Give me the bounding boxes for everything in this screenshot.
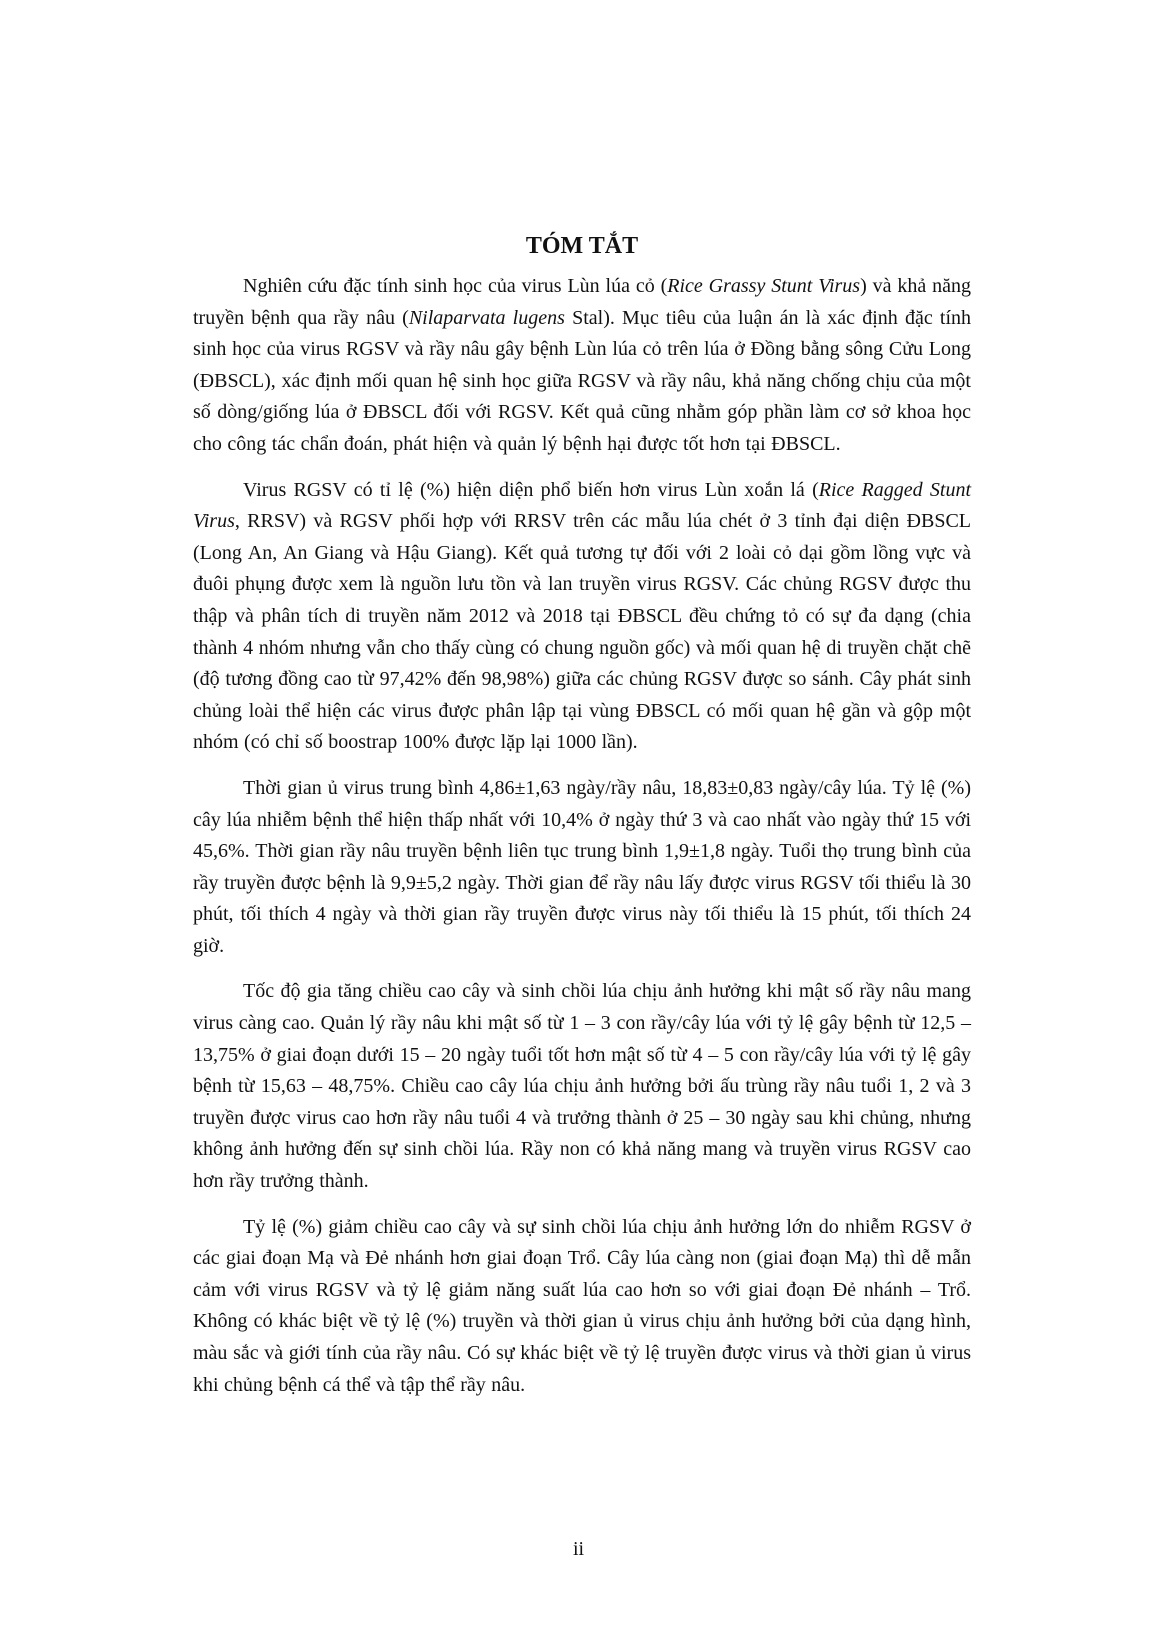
abstract-page — [193, 230, 971, 1415]
paragraph-planthopper-density: Tốc độ gia tăng chiều cao cây và sinh chồi lúa chịu ảnh hưởng khi mật số rầy nâu mang virus càng cao. Quản lý rầy nâu khi mật số từ 1 – 3 con rầy/cây lúa với tỷ lệ gây bệnh từ 12,5 – 13,75% ở giai đoạn dưới 15 – 20 ngày tuổi tốt hơn mật số từ 4 – 5 con rầy/cây lúa với tỷ lệ gây bệnh từ 15,63 – 48,75%. Chiều cao cây lúa chịu ảnh hưởng bởi ấu trùng rầy nâu tuổi 1, 2 và 3 truyền được virus cao hơn rầy nâu tuổi 4 và trưởng thành ở 25 – 30 ngày sau khi chủng, nhưng không ảnh hưởng đến sự sinh chồi lúa. Rầy non có khả năng mang và truyền virus RGSV cao hơn rầy trưởng thành. — [193, 980, 971, 1193]
text-span: ) và khả năng truyền bệnh qua rầy nâu ( — [193, 275, 971, 329]
paragraph-virus-prevalence — [193, 475, 971, 759]
paragraph-growth-stage: Tỷ lệ (%) giảm chiều cao cây và sự sinh chồi lúa chịu ảnh hưởng lớn do nhiễm RGSV ở các giai đoạn Mạ và Đẻ nhánh hơn giai đoạn Trổ. Cây lúa càng non (giai đoạn Mạ) thì dễ mẫn cảm với virus RGSV và tỷ lệ giảm năng suất lúa cao hơn so với giai đoạn Đẻ nhánh – Trổ. Không có khác biệt về tỷ lệ (%) truyền và thời gian ủ virus chịu ảnh hưởng bởi của dạng hình, màu sắc và giới tính của rầy nâu. Có sự khác biệt về tỷ lệ truyền được virus và thời gian ủ virus khi chủng bệnh cá thể và tập thể rầy nâu. — [193, 1215, 971, 1396]
italic-species-name: Nilaparvata lugens — [408, 306, 565, 329]
paragraph-incubation-time: Thời gian ủ virus trung bình 4,86±1,63 ngày/rầy nâu, 18,83±0,83 ngày/cây lúa. Tỷ lệ (%) cây lúa nhiễm bệnh thể hiện thấp nhất với 10,4% ở ngày thứ 3 và cao nhất vào ngày thứ 15 với 45,6%. Thời gian rầy nâu truyền bệnh liên tục trung bình 1,9±1,8 ngày. Tuổi thọ trung bình của rầy truyền được bệnh là 9,9±5,2 ngày. Thời gian để rầy nâu lấy được virus RGSV tối thiểu là 30 phút, tối thích 4 ngày và thời gian rầy truyền được virus này tối thiểu là 15 phút, tối thích 24 giờ. — [193, 776, 971, 957]
paragraph-introduction — [193, 271, 971, 461]
page-number: ii — [572, 1538, 585, 1560]
text-span: Stal). Mục tiêu của luận án là xác định đặc tính sinh học của virus RGSV và rầy nâu gây bệnh Lùn lúa cỏ trên lúa ở Đồng bằng sông Cửu Long (ĐBSCL), xác định mối quan hệ sinh học giữa RGSV và rầy nâu, khả năng chống chịu của một số dòng/giống lúa ở ĐBSCL đối với RGSV. Kết quả cũng nhằm góp phần làm cơ sở khoa học cho công tác chẩn đoán, phát hiện và quản lý bệnh hại được tốt hơn tại ĐBSCL. — [193, 306, 971, 455]
italic-species-name: Rice Grassy Stunt Virus — [667, 275, 861, 297]
text-span: Virus RGSV có tỉ lệ (%) hiện diện phổ biến hơn virus Lùn xoắn lá ( — [243, 478, 819, 501]
text-span: Nghiên cứu đặc tính sinh học của virus Lùn lúa cỏ ( — [243, 275, 668, 297]
page-title: TÓM TẮT — [525, 233, 639, 259]
italic-species-name: Rice Ragged Stunt Virus — [193, 478, 972, 533]
text-span: , RRSV) và RGSV phối hợp với RRSV trên các mẫu lúa chét ở 3 tỉnh đại diện ĐBSCL (Long An, An Giang và Hậu Giang). Kết quả tương tự đối với 2 loài cỏ dại gồm lồng vực và đuôi phụng được xem là nguồn lưu tồn và lan truyền virus RGSV. Các chủng RGSV được thu thập và phân tích di truyền năm 2012 và 2018 tại ĐBSCL đều chứng tỏ có sự đa dạng (chia thành 4 nhóm nhưng vẫn cho thấy cùng có chung nguồn gốc) và mối quan hệ di truyền chặt chẽ (độ tương đồng cao từ 97,42% đến 98,98%) giữa các chủng RGSV được so sánh. Cây phát sinh chủng loài thể hiện các virus được phân lập tại vùng ĐBSCL có mối quan hệ gần và gộp một nhóm (có chỉ số boostrap 100% được lặp lại 1000 lần). — [193, 510, 971, 754]
